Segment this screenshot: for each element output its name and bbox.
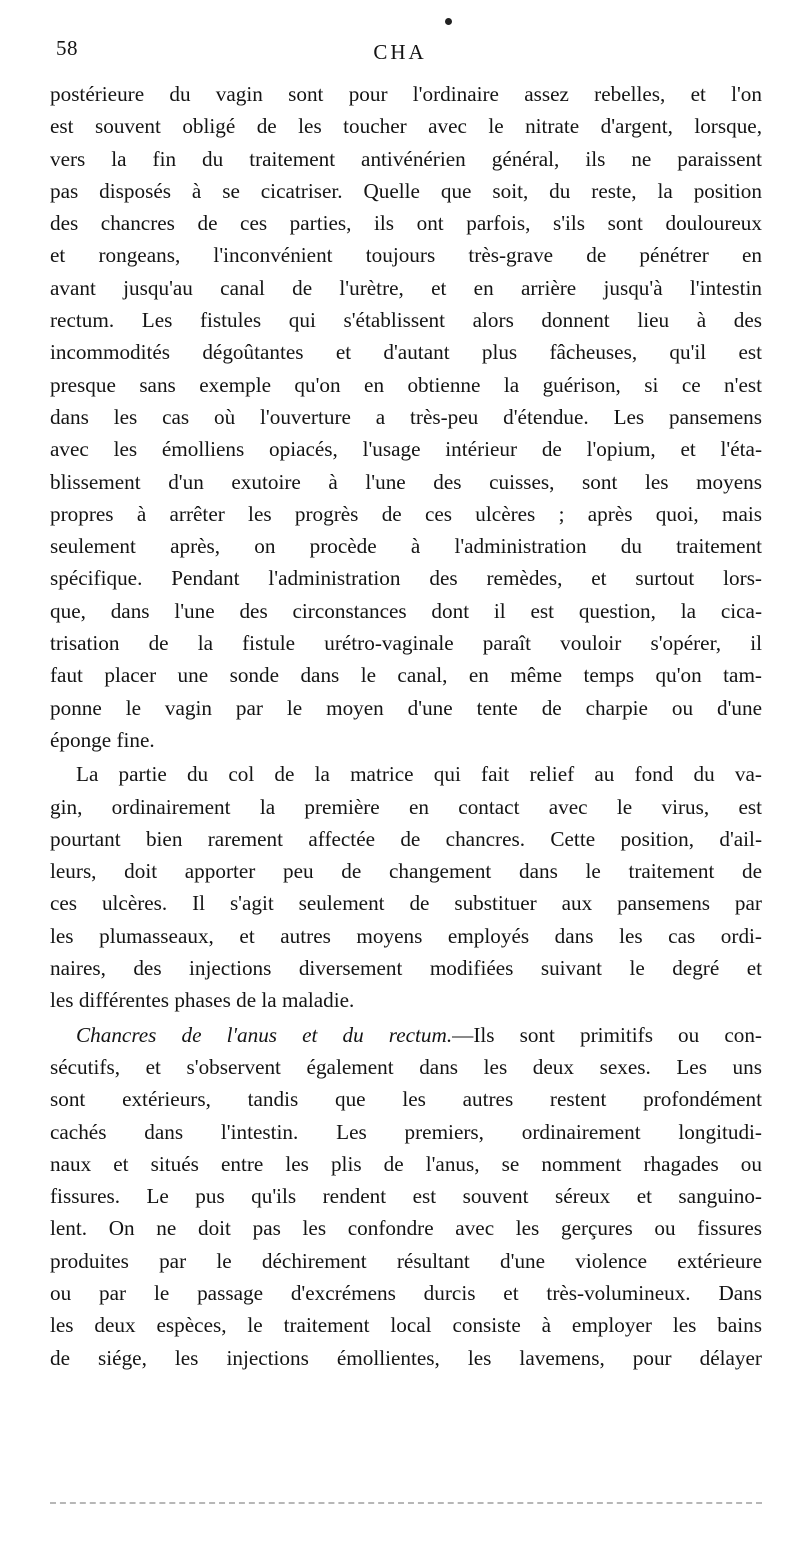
text-line: blissement d'un exutoire à l'une des cuisses, sont les moyens	[50, 469, 762, 494]
page-number: 58	[56, 36, 78, 60]
text-line: produites par le déchirement résultant d'une violence extérieure	[50, 1248, 762, 1273]
text-line: les deux espèces, le traitement local consiste à employer les bains	[50, 1313, 762, 1338]
text-line: et rongeans, l'inconvénient toujours très-grave de pénétrer en	[50, 243, 762, 268]
text-line: rectum. Les fistules qui s'établissent alors donnent lieu à des	[50, 308, 762, 333]
text-line: ponne le vagin par le moyen d'une tente de charpie ou d'une	[50, 695, 762, 720]
running-head: CHA	[373, 40, 427, 64]
text-run: —Ils sont primitifs ou con-	[452, 1022, 762, 1047]
text-line: sont extérieurs, tandis que les autres restent profondément	[50, 1087, 762, 1112]
text-line: de siége, les injections émollientes, les lavemens, pour délayer	[50, 1345, 762, 1370]
footer-rule	[50, 1502, 762, 1504]
text-line: postérieure du vagin sont pour l'ordinaire assez rebelles, et l'on	[50, 82, 762, 106]
text-line: propres à arrêter les progrès de ces ulcères ; après quoi, mais	[50, 501, 762, 526]
text-line: cachés dans l'intestin. Les premiers, ordinairement longitudi-	[50, 1119, 762, 1144]
text-line: trisation de la fistule urétro-vaginale paraît vouloir s'opérer, il	[50, 631, 762, 656]
text-line: seulement après, on procède à l'administration du traitement	[50, 534, 762, 559]
text-line: naux et situés entre les plis de l'anus, se nomment rhagades ou	[50, 1151, 762, 1176]
text-line: pourtant bien rarement affectée de chancres. Cette position, d'ail-	[50, 826, 762, 851]
text-line: avant jusqu'au canal de l'urètre, et en arrière jusqu'à l'intestin	[50, 275, 762, 300]
body-text	[50, 78, 762, 1374]
text-line: ces ulcères. Il s'agit seulement de substituer aux pansemens par	[50, 891, 762, 916]
text-line: des chancres de ces parties, ils ont parfois, s'ils sont douloureux	[50, 211, 762, 236]
text-line: est souvent obligé de les toucher avec le nitrate d'argent, lorsque,	[50, 114, 762, 139]
text-line: spécifique. Pendant l'administration des remèdes, et surtout lors-	[50, 566, 762, 591]
text-line: gin, ordinairement la première en contact avec le virus, est	[50, 794, 762, 819]
text-line: naires, des injections diversement modifiées suivant le degré et	[50, 956, 762, 981]
text-line: que, dans l'une des circonstances dont il est question, la cica-	[50, 598, 762, 623]
text-line: vers la fin du traitement antivénérien général, ils ne paraissent	[50, 146, 762, 171]
text-line: presque sans exemple qu'on en obtienne la guérison, si ce n'est	[50, 372, 762, 397]
text-line: éponge fine.	[50, 727, 155, 752]
text-line: fissures. Le pus qu'ils rendent est souvent séreux et sanguino-	[50, 1184, 762, 1209]
text-line: lent. On ne doit pas les confondre avec les gerçures ou fissures	[50, 1216, 762, 1241]
section-heading: Chancres de l'anus et du rectum.	[76, 1022, 453, 1047]
text-line: les différentes phases de la maladie.	[50, 988, 355, 1013]
ink-spot	[445, 18, 452, 25]
text-line: faut placer une sonde dans le canal, en même temps qu'on tam-	[50, 663, 762, 688]
text-line: incommodités dégoûtantes et d'autant plus fâcheuses, qu'il est	[50, 340, 762, 365]
text-line: sécutifs, et s'observent également dans les deux sexes. Les uns	[50, 1054, 762, 1079]
text-line: ou par le passage d'excrémens durcis et très-volumineux. Dans	[50, 1280, 762, 1305]
text-line: les plumasseaux, et autres moyens employés dans les cas ordi-	[50, 923, 762, 948]
text-line: leurs, doit apporter peu de changement dans le traitement de	[50, 859, 762, 884]
text-line: dans les cas où l'ouverture a très-peu d'étendue. Les pansemens	[50, 404, 762, 429]
text-line	[50, 1019, 762, 1051]
text-line: La partie du col de la matrice qui fait relief au fond du va-	[76, 762, 762, 787]
text-line: avec les émolliens opiacés, l'usage intérieur de l'opium, et l'éta-	[50, 437, 762, 462]
text-line: pas disposés à se cicatriser. Quelle que soit, du reste, la position	[50, 178, 762, 203]
